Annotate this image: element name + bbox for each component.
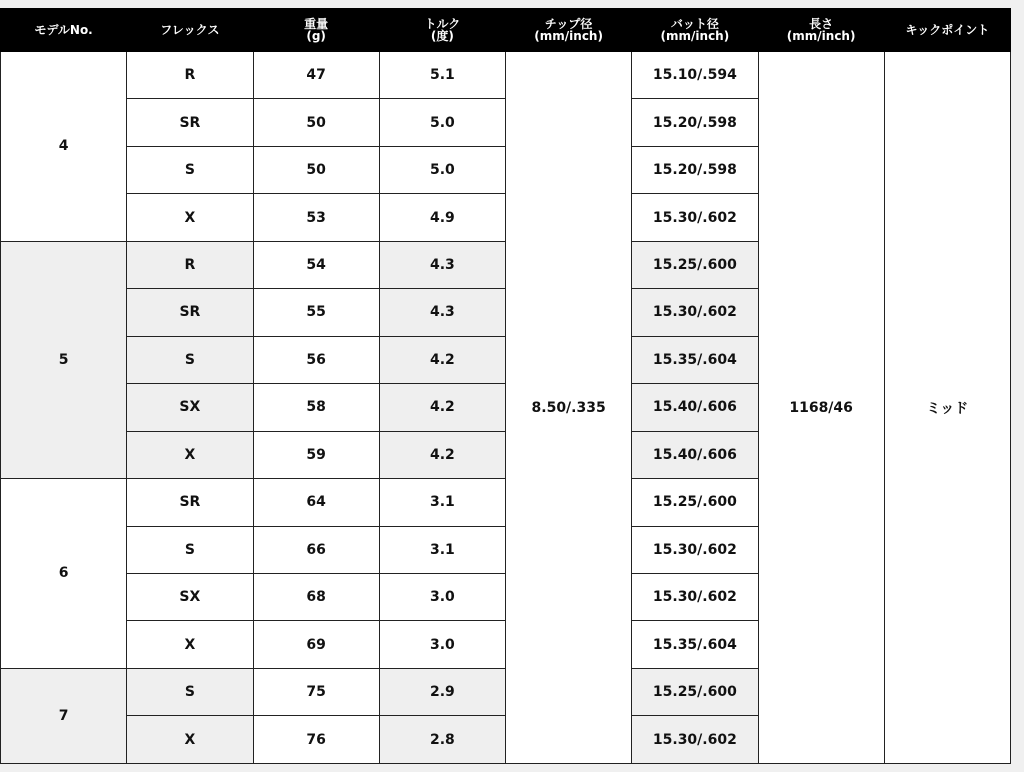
model-no-cell: 7 xyxy=(1,668,127,763)
flex-cell: X xyxy=(127,194,253,241)
header-torque xyxy=(379,9,505,52)
flex-cell: SR xyxy=(127,479,253,526)
header-tip-diameter-label: チップ径 xyxy=(544,17,593,31)
header-weight xyxy=(253,9,379,52)
torque-cell: 5.0 xyxy=(379,146,505,193)
weight-cell: 54 xyxy=(253,241,379,288)
weight-cell: 59 xyxy=(253,431,379,478)
flex-cell: R xyxy=(127,52,253,99)
kick-point-cell: ミッド xyxy=(884,52,1010,764)
weight-cell: 47 xyxy=(253,52,379,99)
weight-cell: 69 xyxy=(253,621,379,668)
table-body xyxy=(1,52,1011,764)
flex-cell: S xyxy=(127,146,253,193)
flex-cell: X xyxy=(127,621,253,668)
weight-cell: 50 xyxy=(253,146,379,193)
header-model-no xyxy=(1,9,127,52)
header-butt-diameter-label: バット径 xyxy=(670,17,719,31)
weight-cell: 64 xyxy=(253,479,379,526)
header-weight-unit: (g) xyxy=(306,29,326,43)
table-row xyxy=(1,52,1011,99)
model-no-cell: 6 xyxy=(1,479,127,669)
butt-diameter-cell: 15.10/.594 xyxy=(632,52,758,99)
table-header xyxy=(1,9,1011,52)
butt-diameter-cell: 15.25/.600 xyxy=(632,668,758,715)
weight-cell: 75 xyxy=(253,668,379,715)
header-torque-label: トルク xyxy=(424,17,461,31)
header-weight-label: 重量 xyxy=(304,17,329,31)
flex-cell: SR xyxy=(127,99,253,146)
butt-diameter-cell: 15.30/.602 xyxy=(632,573,758,620)
header-butt-diameter-unit: (mm/inch) xyxy=(660,29,730,43)
flex-cell: S xyxy=(127,668,253,715)
butt-diameter-cell: 15.40/.606 xyxy=(632,431,758,478)
butt-diameter-cell: 15.35/.604 xyxy=(632,336,758,383)
weight-cell: 53 xyxy=(253,194,379,241)
butt-diameter-cell: 15.20/.598 xyxy=(632,99,758,146)
weight-cell: 76 xyxy=(253,716,379,764)
length-cell: 1168/46 xyxy=(758,52,884,764)
model-no-cell: 4 xyxy=(1,52,127,242)
weight-cell: 66 xyxy=(253,526,379,573)
torque-cell: 3.1 xyxy=(379,526,505,573)
torque-cell: 4.2 xyxy=(379,384,505,431)
torque-cell: 5.1 xyxy=(379,52,505,99)
spec-table xyxy=(0,8,1011,764)
header-length-unit: (mm/inch) xyxy=(786,29,856,43)
torque-cell: 3.1 xyxy=(379,479,505,526)
torque-cell: 2.8 xyxy=(379,716,505,764)
header-row xyxy=(1,9,1011,52)
header-tip-diameter-unit: (mm/inch) xyxy=(534,29,603,43)
weight-cell: 68 xyxy=(253,573,379,620)
tip-diameter-cell: 8.50/.335 xyxy=(506,52,632,764)
header-butt-diameter xyxy=(632,9,758,52)
butt-diameter-cell: 15.35/.604 xyxy=(632,621,758,668)
flex-cell: X xyxy=(127,431,253,478)
torque-cell: 4.2 xyxy=(379,336,505,383)
butt-diameter-cell: 15.30/.602 xyxy=(632,289,758,336)
header-torque-unit: (度) xyxy=(430,29,454,43)
torque-cell: 3.0 xyxy=(379,621,505,668)
header-length-label: 長さ xyxy=(809,17,834,31)
weight-cell: 58 xyxy=(253,384,379,431)
weight-cell: 50 xyxy=(253,99,379,146)
header-length xyxy=(758,9,884,52)
torque-cell: 4.3 xyxy=(379,289,505,336)
butt-diameter-cell: 15.25/.600 xyxy=(632,241,758,288)
flex-cell: X xyxy=(127,716,253,764)
torque-cell: 2.9 xyxy=(379,668,505,715)
butt-diameter-cell: 15.25/.600 xyxy=(632,479,758,526)
header-kick-point xyxy=(884,9,1010,52)
torque-cell: 5.0 xyxy=(379,99,505,146)
flex-cell: R xyxy=(127,241,253,288)
flex-cell: S xyxy=(127,336,253,383)
header-tip-diameter xyxy=(506,9,632,52)
header-model-no-label: モデルNo. xyxy=(34,23,93,37)
flex-cell: SR xyxy=(127,289,253,336)
weight-cell: 56 xyxy=(253,336,379,383)
flex-cell: S xyxy=(127,526,253,573)
butt-diameter-cell: 15.30/.602 xyxy=(632,526,758,573)
torque-cell: 3.0 xyxy=(379,573,505,620)
butt-diameter-cell: 15.30/.602 xyxy=(632,194,758,241)
butt-diameter-cell: 15.30/.602 xyxy=(632,716,758,764)
torque-cell: 4.9 xyxy=(379,194,505,241)
header-flex xyxy=(127,9,253,52)
header-flex-label: フレックス xyxy=(160,23,220,37)
butt-diameter-cell: 15.20/.598 xyxy=(632,146,758,193)
header-kick-point-label: キックポイント xyxy=(905,23,990,37)
flex-cell: SX xyxy=(127,573,253,620)
model-no-cell: 5 xyxy=(1,241,127,478)
weight-cell: 55 xyxy=(253,289,379,336)
flex-cell: SX xyxy=(127,384,253,431)
torque-cell: 4.2 xyxy=(379,431,505,478)
butt-diameter-cell: 15.40/.606 xyxy=(632,384,758,431)
torque-cell: 4.3 xyxy=(379,241,505,288)
